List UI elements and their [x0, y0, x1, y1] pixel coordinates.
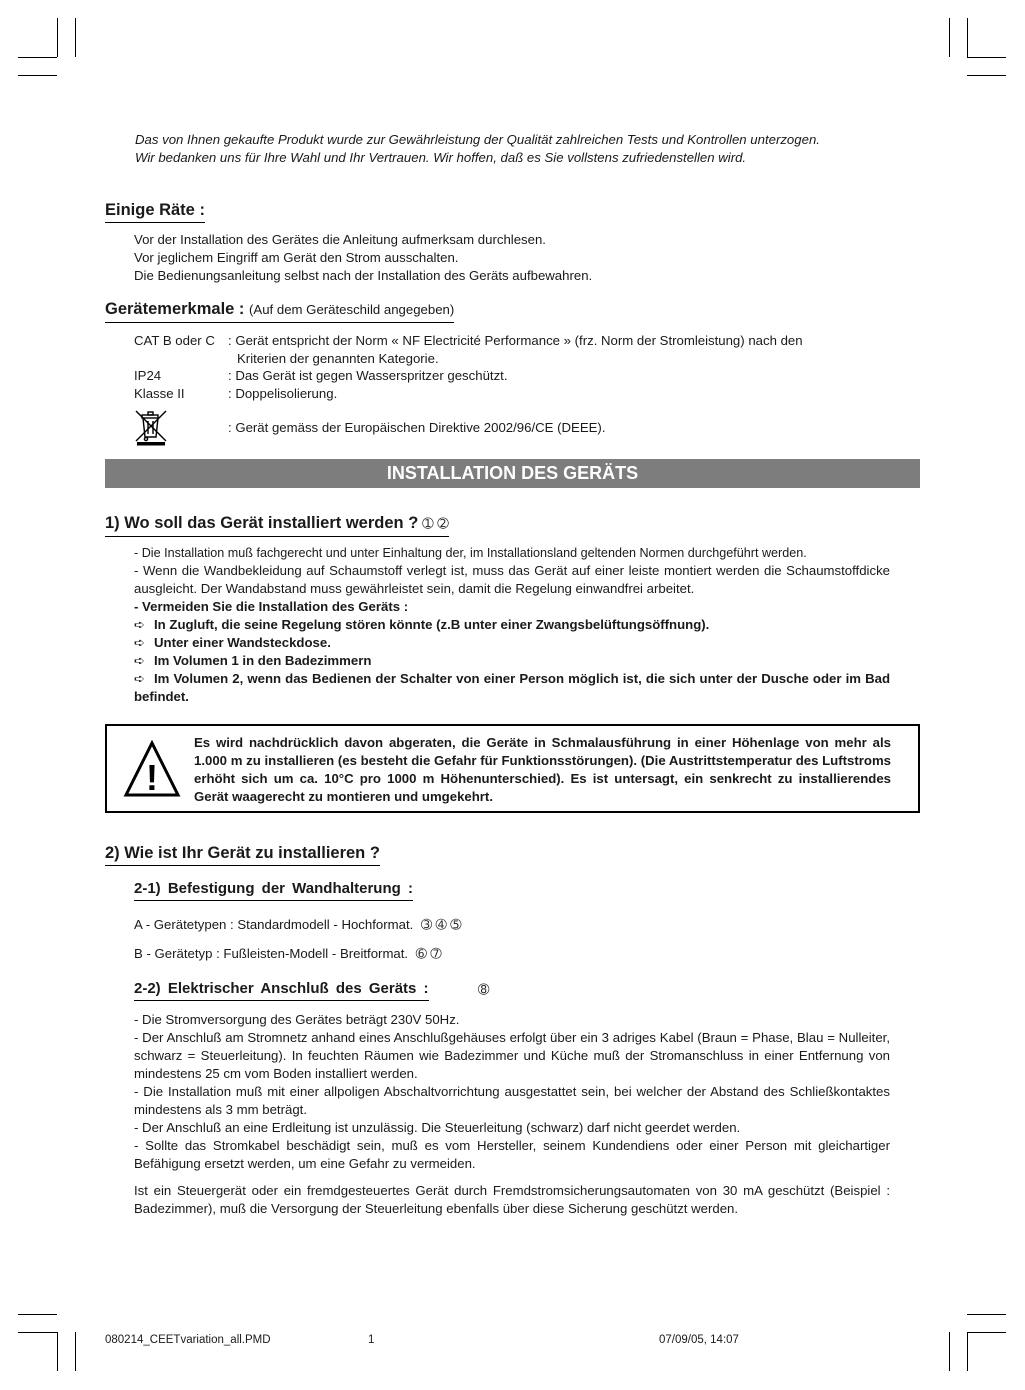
advice-list	[134, 231, 890, 285]
crop-mark	[967, 18, 968, 57]
spec-value: : Gerät gemäss der Europäischen Direktive 2002/96/CE (DEEE).	[228, 420, 606, 435]
electrical-line: - Die Stromversorgung des Gerätes beträgt 230V 50Hz.	[134, 1012, 460, 1027]
crop-mark	[75, 1332, 76, 1371]
spec-row-deee	[134, 419, 890, 437]
spec-row-class	[134, 385, 890, 403]
avoid-item-text: Im Volumen 2, wenn das Bedienen der Schalter von einer Person möglich ist, die sich unter der Dusche oder im Bad befindet.	[134, 671, 890, 704]
electrical-line: - Die Installation muß mit einer allpoligen Abschaltvorrichtung ausgestattet sein, bei welcher der Abstand des Schließkontaktes mindestens als 3 mm beträgt.	[134, 1084, 890, 1117]
arrow-icon: ➪	[134, 653, 146, 668]
crop-mark	[967, 1314, 1006, 1315]
figure-refs: ➇	[478, 982, 490, 997]
subsection-title: 2-2) Elektrischer Anschluß des Geräts :	[134, 980, 429, 997]
section1-line: - Die Installation muß fachgerecht und unter Einhaltung der, im Installationsland geltenden Normen durchgeführt werden.	[134, 546, 807, 560]
spec-row-ip	[134, 367, 890, 385]
crop-mark	[75, 18, 76, 57]
avoid-item-text: Unter einer Wandsteckdose.	[154, 635, 331, 650]
spec-key: IP24	[134, 368, 162, 383]
crop-mark	[18, 57, 57, 58]
spec-key: CAT B oder C	[134, 333, 215, 348]
figure-refs: ➂ ➃ ➄	[420, 917, 462, 932]
crop-mark	[18, 1314, 57, 1315]
advice-line: Vor jeglichem Eingriff am Gerät den Strom ausschalten.	[134, 250, 459, 265]
install-line: B - Gerätetyp : Fußleisten-Modell - Breitformat.	[134, 946, 409, 961]
install-type-a	[134, 916, 461, 934]
warning-symbol: !	[146, 757, 158, 798]
section2-heading	[105, 842, 380, 866]
spec-key: Klasse II	[134, 386, 185, 401]
electrical-body	[134, 1011, 890, 1218]
subsection-2-1-heading	[134, 879, 413, 901]
crop-mark	[18, 1332, 57, 1333]
subsection-title: 2-1) Befestigung der Wandhalterung :	[134, 880, 413, 897]
spec-value: : Das Gerät ist gegen Wasserspritzer geschützt.	[228, 368, 508, 383]
crop-mark	[57, 1332, 58, 1371]
crop-mark	[967, 75, 1006, 76]
avoid-item-text: Im Volumen 1 in den Badezimmern	[154, 653, 372, 668]
section1-title: 1) Wo soll das Gerät installiert werden ?	[105, 514, 419, 532]
section-banner: INSTALLATION DES GERÄTS	[105, 459, 920, 488]
crop-mark	[949, 1332, 950, 1371]
section2-title: 2) Wie ist Ihr Gerät zu installieren ?	[105, 844, 380, 862]
arrow-icon: ➪	[134, 635, 146, 650]
footer-date: 07/09/05, 14:07	[659, 1334, 739, 1346]
advice-heading	[105, 199, 205, 223]
avoid-item	[134, 634, 890, 652]
avoid-item	[134, 616, 890, 634]
crossed-bin-icon	[133, 408, 171, 446]
crop-mark	[967, 1332, 968, 1371]
crop-mark	[967, 57, 1006, 58]
crop-mark	[18, 75, 57, 76]
avoid-item	[134, 652, 890, 670]
avoid-item	[134, 670, 890, 706]
arrow-icon: ➪	[134, 671, 146, 686]
warning-box	[105, 724, 920, 813]
electrical-line: - Sollte das Stromkabel beschädigt sein, muß es vom Hersteller, seinem Kundendiens oder einer Person mit gleichartiger Befähigung ersetzt werden, um eine Gefahr zu vermeiden.	[134, 1138, 890, 1171]
spec-value	[228, 332, 888, 368]
spec-value: : Doppelisolierung.	[228, 386, 338, 401]
footer-page-number: 1	[368, 1334, 375, 1346]
features-heading	[105, 298, 454, 323]
crop-mark	[57, 18, 58, 57]
crop-mark	[949, 18, 950, 57]
warning-text: Es wird nachdrücklich davon abgeraten, die Geräte in Schmalausführung in einer Höhenlage von mehr als 1.000 m zu installieren (es besteht die Gefahr für Funktionsstörungen). (Die Austrittstemperatur des Luftstroms erhöht sich um ca. 10°C pro 1000 m Höhenunterschied). Es ist untersagt, ein senkrecht zu installierendes Gerät waagerecht zu montieren und umgekehrt.	[194, 735, 891, 804]
advice-title: Einige Räte :	[105, 201, 205, 219]
crop-mark	[967, 1332, 1006, 1333]
section1-heading	[105, 512, 449, 537]
features-title: Gerätemerkmale :	[105, 300, 245, 318]
subsection-2-2-heading	[134, 979, 429, 1001]
spec-row-cat	[134, 332, 890, 368]
avoid-title: - Vermeiden Sie die Installation des Geräts :	[134, 599, 409, 614]
section1-body	[134, 544, 890, 706]
spec-value-line: Kriterien der genannten Kategorie.	[237, 351, 439, 366]
footer-filename: 080214_CEETvariation_all.PMD	[105, 1334, 271, 1346]
features-note: (Auf dem Geräteschild angegeben)	[249, 302, 455, 317]
avoid-item-text: In Zugluft, die seine Regelung stören könnte (z.B unter einer Zwangsbelüftungsöffnung).	[154, 617, 710, 632]
intro-text	[135, 131, 895, 167]
warning-triangle-icon	[123, 740, 181, 798]
electrical-line: - Der Anschluß am Stromnetz anhand eines Anschlußgehäuses erfolgt über ein 3 adriges Kabel (Braun = Phase, Blau = Nulleiter, schwarz = Steuerleitung). In feuchten Räumen wie Badezimmer und Küche muß der Stromanschluss in einer Entfernung von mindestens 25 cm vom Boden installiert werden.	[134, 1030, 890, 1081]
install-type-b	[134, 945, 442, 963]
intro-line: Das von Ihnen gekaufte Produkt wurde zur Gewährleistung der Qualität zahlreichen Tests und Kontrollen unterzogen.	[135, 132, 820, 147]
arrow-icon: ➪	[134, 617, 146, 632]
intro-line: Wir bedanken uns für Ihre Wahl und Ihr Vertrauen. Wir hoffen, daß es Sie vollstens zufriedenstellen wird.	[135, 150, 747, 165]
figure-refs: ➅ ➆	[415, 946, 442, 961]
electrical-line: - Der Anschluß an eine Erdleitung ist unzulässig. Die Steuerleitung (schwarz) darf nicht geerdet werden.	[134, 1120, 741, 1135]
advice-line: Die Bedienungsanleitung selbst nach der Installation des Geräts aufbewahren.	[134, 268, 593, 283]
electrical-closing: Ist ein Steuergerät oder ein fremdgesteuertes Gerät durch Fremdstromsicherungsautomaten von 30 mA geschützt (Beispiel : Badezimmer), muß die Versorgung der Steuerleitung ebenfalls über diese Sicherung geschützt werden.	[134, 1183, 890, 1216]
install-line: A - Gerätetypen : Standardmodell - Hochformat.	[134, 917, 414, 932]
section1-line: - Wenn die Wandbekleidung auf Schaumstoff verlegt ist, muss das Gerät auf einer leiste montiert werden die Schaumstoffdicke ausgleicht. Der Wandabstand muss gewährleistet sein, damit die Regelung einwandfrei arbeitet.	[134, 563, 890, 596]
spec-value-line: : Gerät entspricht der Norm « NF Electricité Performance » (frz. Norm der Stromleistung) nach den	[228, 333, 803, 348]
advice-line: Vor der Installation des Gerätes die Anleitung aufmerksam durchlesen.	[134, 232, 546, 247]
figure-refs: ➀ ➁	[422, 516, 449, 531]
